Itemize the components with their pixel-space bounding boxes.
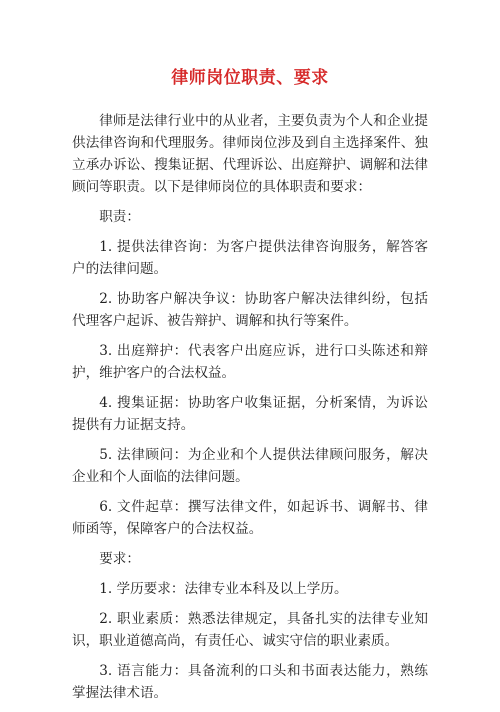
duty-item: 1. 提供法律咨询：为客户提供法律咨询服务，解答客户的法律问题。 <box>72 239 428 277</box>
duty-item: 5. 法律顾问：为企业和个人提供法律顾问服务，解决企业和个人面临的法律问题。 <box>72 447 428 485</box>
document-title: 律师岗位职责、要求 <box>171 68 329 88</box>
requirement-item: 2. 职业素质：熟悉法律规定，具备扎实的法律专业知识，职业道德高尚，有责任心、诚实守信的职业素质。 <box>72 611 428 649</box>
requirements-heading: 要求： <box>99 551 140 567</box>
duty-item: 4. 搜集证据：协助客户收集证据，分析案情，为诉讼提供有力证据支持。 <box>72 395 428 433</box>
requirement-item: 3. 语言能力：具备流利的口头和书面表达能力，熟练掌握法律术语。 <box>72 663 428 701</box>
document-body <box>72 110 428 712</box>
duty-item: 3. 出庭辩护：代表客户出庭应诉，进行口头陈述和辩护，维护客户的合法权益。 <box>72 343 428 381</box>
requirement-item: 1. 学历要求：法律专业本科及以上学历。 <box>99 581 348 597</box>
duties-heading: 职责： <box>99 209 140 225</box>
duty-item: 6. 文件起草：撰写法律文件，如起诉书、调解书、律师函等，保障客户的合法权益。 <box>72 499 428 537</box>
duty-item: 2. 协助客户解决争议：协助客户解决法律纠纷，包括代理客户起诉、被告辩护、调解和执行等案件。 <box>72 291 428 329</box>
intro-paragraph: 律师是法律行业中的从业者，主要负责为个人和企业提供法律咨询和代理服务。律师岗位涉及到自主选择案件、独立承办诉讼、搜集证据、代理诉讼、出庭辩护、调解和法律顾问等职责。以下是律师岗位的具体职责和要求： <box>72 113 428 195</box>
